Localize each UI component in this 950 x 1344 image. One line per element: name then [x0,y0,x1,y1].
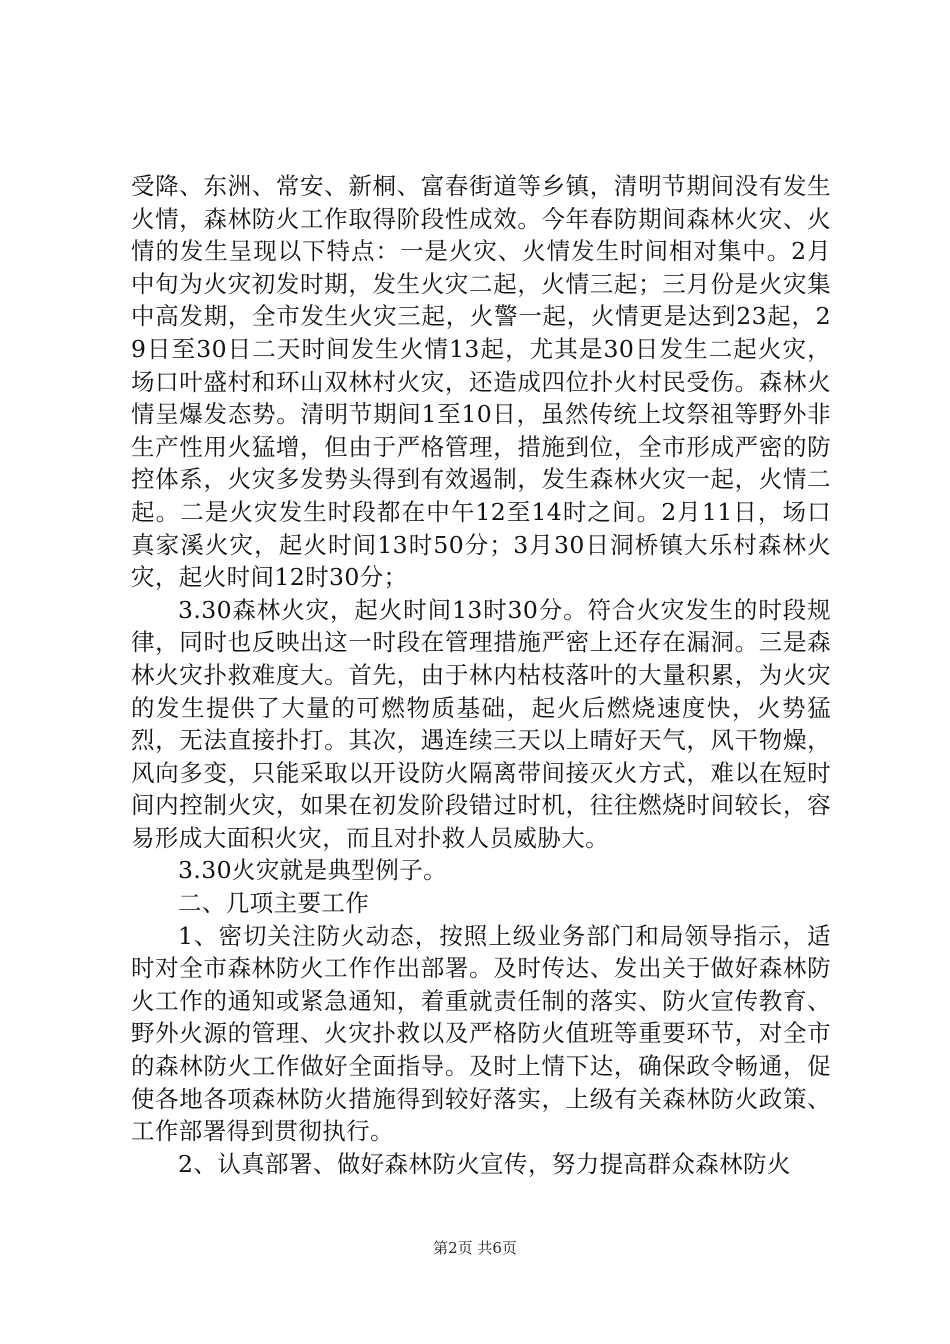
document-body [131,170,831,1180]
paragraph-4: 1、密切关注防火动态，按照上级业务部门和局领导指示，适时对全市森林防火工作作出部署。及时传达、发出关于做好森林防火工作的通知或紧急通知，着重就责任制的落实、防火宣传教育、野外火源的管理、火灾扑救以及严格防火值班等重要环节，对全市的森林防火工作做好全面指导。及时上情下达，确保政令畅通，促使各地各项森林防火措施得到较好落实，上级有关森林防火政策、工作部署得到贯彻执行。 [131,921,831,1146]
paragraph-3: 3.30火灾就是典型例子。 [178,856,448,885]
section-heading: 二、几项主要工作 [178,889,370,918]
page-number-footer: 第2页 共6页 [433,1239,517,1257]
paragraph-5: 2、认真部署、做好森林防火宣传，努力提高群众森林防火 [178,1149,791,1178]
paragraph-2: 3.30森林火灾，起火时间13时30分。符合火灾发生的时段规律，同时也反映出这一时段在管理措施严密上还存在漏洞。三是森林火灾扑救难度大。首先，由于林内枯枝落叶的大量积累，为火灾的发生提供了大量的可燃物质基础，起火后燃烧速度快，火势猛烈，无法直接扑打。其次，遇连续三天以上晴好天气，风干物燥，风向多变，只能采取以开设防火隔离带间接灭火方式，难以在短时间内控制火灾，如果在初发阶段错过时机，往往燃烧时间较长，容易形成大面积火灾，而且对扑救人员威胁大。 [131,595,831,852]
paragraph-1: 受降、东洲、常安、新桐、富春街道等乡镇，清明节期间没有发生火情，森林防火工作取得阶段性成效。今年春防期间森林火灾、火情的发生呈现以下特点：一是火灾、火情发生时间相对集中。2月中旬为火灾初发时期，发生火灾二起，火情三起；三月份是火灾集中高发期，全市发生火灾三起，火警一起，火情更是达到23起，29日至30日二天时间发生火情13起，尤其是30日发生二起火灾，场口叶盛村和环山双林村火灾，还造成四位扑火村民受伤。森林火情呈爆发态势。清明节期间1至10日，虽然传统上坟祭祖等野外非生产性用火猛增，但由于严格管理，措施到位，全市形成严密的防控体系，火灾多发势头得到有效遏制，发生森林火灾一起，火情二起。二是火灾发生时段都在中午12至14时之间。2月11日，场口真家溪火灾，起火时间13时50分；3月30日洞桥镇大乐村森林火灾，起火时间12时30分； [131,172,831,592]
